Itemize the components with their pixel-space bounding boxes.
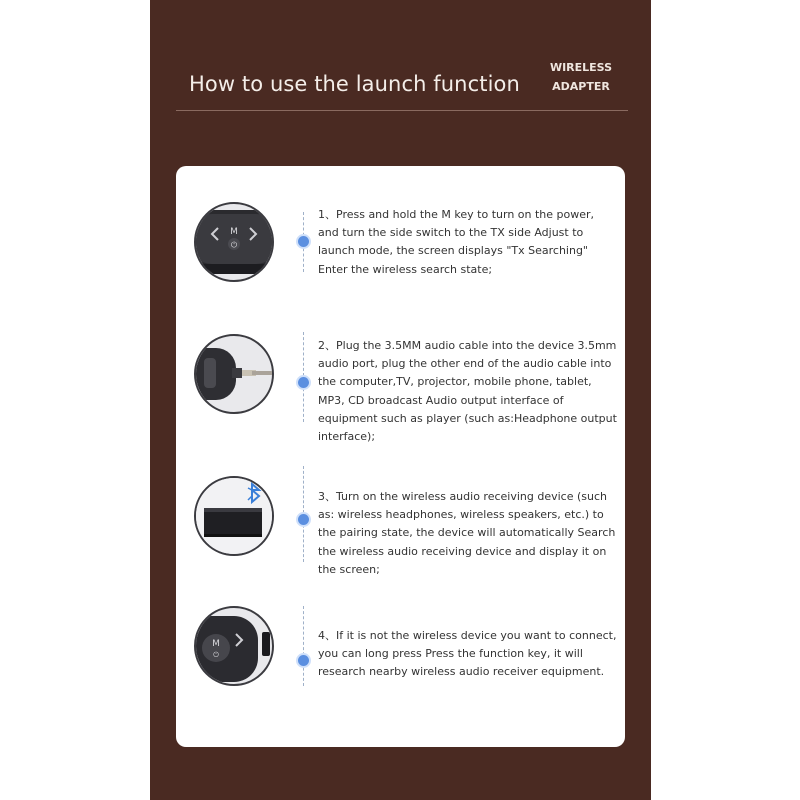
step-text: 4、If it is not the wireless device you want to connect, you can long press Press the function key, it will research nearby wireless audio receiver equipment. — [318, 629, 617, 679]
audio-cable-photo — [194, 334, 274, 414]
power-key-label: ⏻ — [213, 651, 219, 659]
brand-line-2: ADAPTER — [552, 80, 610, 93]
step-3 — [176, 456, 625, 576]
step-marker — [298, 377, 309, 388]
step-2 — [176, 306, 625, 444]
m-key-label: M — [212, 639, 220, 649]
step-text: 3、Turn on the wireless audio receiving device (such as: wireless headphones, wireless speakers, etc.) to the pairing state, the device will automatically Search the wireless audio receiving device and display it on the screen; — [318, 490, 616, 576]
header-divider — [176, 110, 628, 111]
step-marker — [298, 655, 309, 666]
brand-label — [548, 58, 614, 96]
instructions-card — [176, 166, 625, 747]
device-buttons-photo — [194, 202, 274, 282]
power-key-label: ⏻ — [230, 240, 238, 250]
step-marker — [298, 236, 309, 247]
function-key-photo — [194, 606, 274, 686]
step-text: 2、Plug the 3.5MM audio cable into the device 3.5mm audio port, plug the other end of the audio cable into the computer,TV, projector, mobile phone, tablet, MP3, CD broadcast Audio output interface of equipment such as player (such as:Headphone output interface); — [318, 339, 617, 444]
step-text: 1、Press and hold the M key to turn on the power, and turn the side switch to the TX side Adjust to launch mode, the screen displays "Tx Searching" Enter the wireless search state; — [318, 208, 595, 276]
step-connector — [303, 606, 304, 686]
m-key-label: M — [230, 227, 238, 237]
step-4 — [176, 596, 625, 716]
step-marker — [298, 514, 309, 525]
step-1 — [176, 166, 625, 286]
page-title: How to use the launch function — [189, 72, 520, 96]
brand-line-1: WIRELESS — [549, 61, 613, 74]
bluetooth-speaker-photo — [194, 476, 274, 556]
